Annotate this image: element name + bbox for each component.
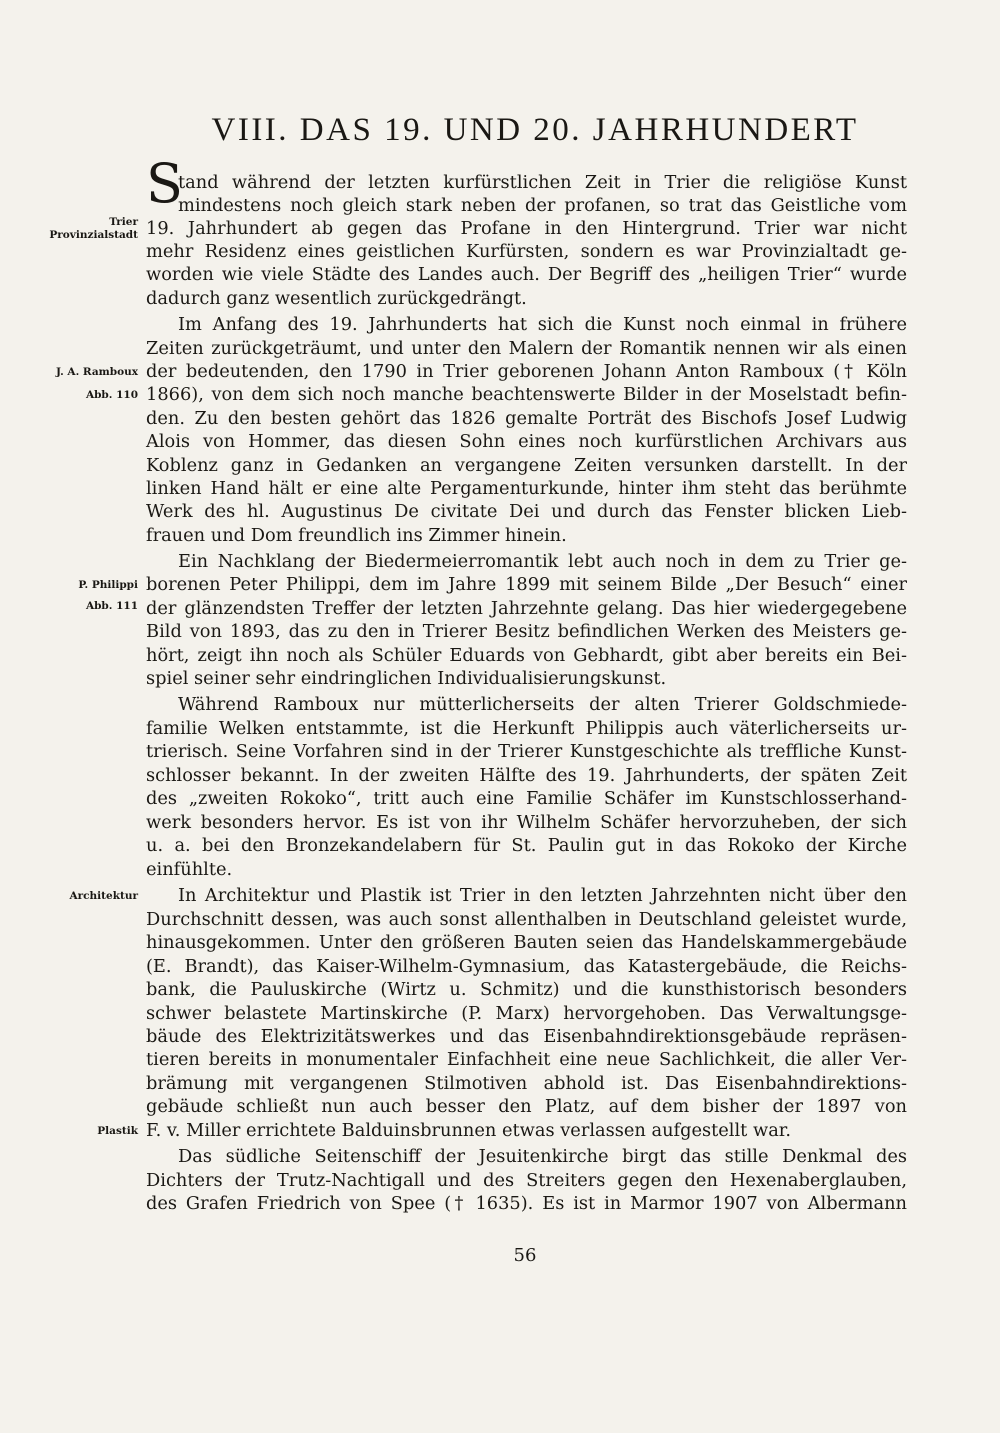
text-line: des Grafen Friedrich von Spee († 1635). Es ist in Marmor 1907 von Albermann [146,1193,907,1214]
text-line: den. Zu den besten gehört das 1826 gemalte Porträt des Bischofs Josef Ludwig [146,408,907,429]
text-line: mindestens noch gleich stark neben der profanen, so trat das Geistliche vom [178,195,907,216]
margin-note: Abb. 111 [85,600,138,612]
text-line: worden wie viele Städte des Landes auch. Der Begriff des „heiligen Trier“ wurde [146,264,907,285]
text-line: familie Welken entstammte, ist die Herkunft Philippis auch väterlicherseits ur- [146,718,907,739]
text-line: Während Ramboux nur mütterlicherseits der alten Trierer Goldschmiede- [178,694,907,715]
text-line: tieren bereits in monumentaler Einfachheit eine neue Sachlichkeit, die aller Ver- [146,1049,907,1070]
text-line: spiel seiner sehr eindringlichen Individualisierungskunst. [146,668,667,689]
margin-note: Abb. 110 [85,389,138,401]
page-number: 56 [513,1245,537,1266]
text-line: werk besonders hervor. Es ist von ihr Wilhelm Schäfer hervorzuheben, der sich [146,812,907,833]
text-line: 1866), von dem sich noch manche beachtenswerte Bilder in der Moselstadt befin- [146,384,907,405]
text-line: mehr Residenz eines geistlichen Kurfürsten, sondern es war Provinzialtadt ge- [146,241,907,262]
margin-note: Plastik [97,1125,138,1137]
text-line: einfühlte. [146,859,233,880]
text-line: dadurch ganz wesentlich zurückgedrängt. [146,288,527,309]
text-line: bank, die Pauluskirche (Wirtz u. Schmitz) und die kunsthistorisch besonders [146,979,907,1000]
text-line: der bedeutenden, den 1790 in Trier geborenen Johann Anton Ramboux († Köln [146,361,907,382]
text-line: Im Anfang des 19. Jahrhunderts hat sich die Kunst noch einmal in frühere [178,314,907,335]
text-line: In Architektur und Plastik ist Trier in den letzten Jahrzehnten nicht über den [178,885,907,906]
text-line: Zeiten zurückgeträumt, und unter den Malern der Romantik nennen wir als einen [146,338,907,359]
margin-note: P. Philippi [78,579,138,591]
text-line: Dichters der Trutz-Nachtigall und des Streiters gegen den Hexenaberglauben, [146,1170,907,1191]
text-line: linken Hand hält er eine alte Pergamenturkunde, hinter ihm steht das berühmte [146,478,907,499]
text-line: Das südliche Seitenschiff der Jesuitenkirche birgt das stille Denkmal des [178,1146,907,1167]
text-line: trierisch. Seine Vorfahren sind in der Trierer Kunstgeschichte als treffliche Kunst- [146,741,907,762]
text-line: frauen und Dom freundlich ins Zimmer hinein. [146,525,567,546]
text-line: u. a. bei den Bronzekandelabern für St. Paulin gut in das Rokoko der Kirche [146,835,907,856]
margin-note: Architektur [69,890,138,902]
text-line: Bild von 1893, das zu den in Trierer Besitz befindlichen Werken des Meisters ge- [146,621,907,642]
text-line: Alois von Hommer, das diesen Sohn eines noch kurfürstlichen Archivars aus [146,431,907,452]
text-line: brämung mit vergangenen Stilmotiven abhold ist. Das Eisenbahndirektions- [146,1073,907,1094]
text-line: (E. Brandt), das Kaiser-Wilhelm-Gymnasium, das Katastergebäude, die Reichs- [146,956,907,977]
text-line: gebäude schließt nun auch besser den Platz, auf dem bisher der 1897 von [146,1096,907,1117]
margin-note: Trier [109,216,138,228]
margin-note: Provinzialstadt [49,229,138,241]
text-line: Koblenz ganz in Gedanken an vergangene Zeiten versunken darstellt. In der [146,455,907,476]
text-line: Ein Nachklang der Biedermeierromantik lebt auch noch in dem zu Trier ge- [178,551,907,572]
text-line: schwer belastete Martinskirche (P. Marx) hervorgehoben. Das Verwaltungsge- [146,1003,907,1024]
text-line: der glänzendsten Treffer der letzten Jahrzehnte gelang. Das hier wiedergegebene [146,598,907,619]
text-line: F. v. Miller errichtete Balduinsbrunnen etwas verlassen aufgestellt war. [146,1120,792,1141]
margin-note: J. A. Ramboux [55,366,138,378]
chapter-heading: VIII. DAS 19. UND 20. JAHRHUNDERT [211,112,859,148]
text-line: des „zweiten Rokoko“, tritt auch eine Familie Schäfer im Kunstschlosserhand- [146,788,907,809]
text-line: borenen Peter Philippi, dem im Jahre 1899 mit seinem Bilde „Der Besuch“ einer [146,574,907,595]
text-line: Durchschnitt dessen, was auch sonst allenthalben in Deutschland geleistet wurde, [146,909,907,930]
text-line: tand während der letzten kurfürstlichen Zeit in Trier die religiöse Kunst [178,172,907,193]
drop-cap: S [146,152,183,215]
text-line: bäude des Elektrizitätswerkes und das Eisenbahndirektionsgebäude repräsen- [146,1026,907,1047]
text-line: 19. Jahrhundert ab gegen das Profane in den Hintergrund. Trier war nicht [146,218,907,239]
text-line: schlosser bekannt. In der zweiten Hälfte des 19. Jahrhunderts, der späten Zeit [146,765,907,786]
text-line: hört, zeigt ihn noch als Schüler Eduards von Gebhardt, gibt aber bereits ein Bei- [146,645,907,666]
text-line: hinausgekommen. Unter den größeren Bauten seien das Handelskammergebäude [146,932,907,953]
text-line: Werk des hl. Augustinus De civitate Dei und durch das Fenster blicken Lieb- [146,501,907,522]
